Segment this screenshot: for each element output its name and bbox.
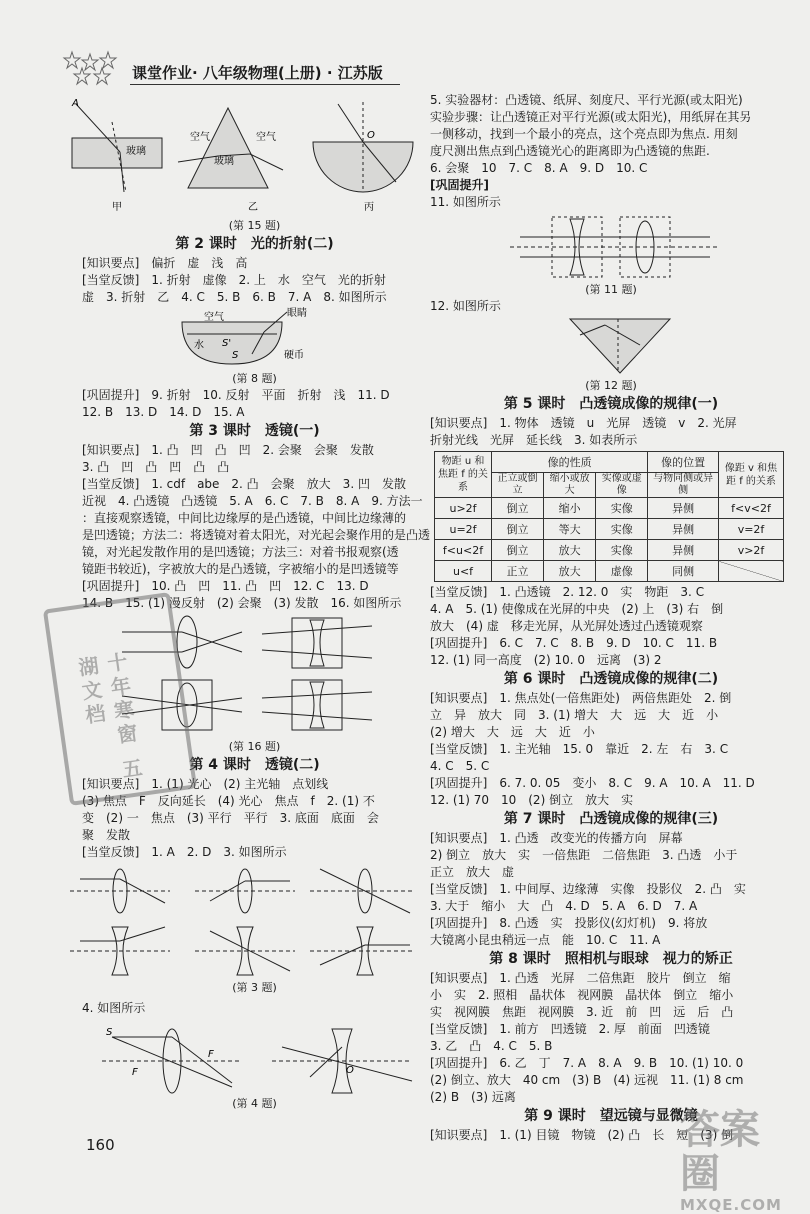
table-cell: u>2f [435,498,492,519]
text-line: [当堂反馈] 1. cdf abe 2. 凸 会聚 放大 3. 凹 发散 [82,477,406,491]
text-line: [当堂反馈] 1. 凸透镜 2. 12. 0 实 物距 3. C [430,585,705,599]
fig15-glass-label-2: 玻璃 [214,156,234,167]
text-line: [巩固提升] 9. 折射 10. 反射 平面 折射 浅 11. D [82,388,390,402]
stamp-mark [43,592,197,806]
lesson-5-title: 第 5 课时 凸透镜成像的规律(一) [503,396,719,412]
lesson-7-title: 第 7 课时 凸透镜成像的规律(三) [503,811,719,827]
fig15-glass-label: 玻璃 [126,146,146,157]
lesson-4-title: 第 4 课时 透镜(二) [189,757,320,773]
table-row [435,498,784,519]
table-cell: u=2f [435,519,492,540]
text-line: [巩固提升] 10. 凸 凹 11. 凸 凹 12. C 13. D [82,579,369,593]
table-header: 与物同侧或异侧 [648,473,719,498]
fig15-label-a: A [72,98,79,109]
text-line: [巩固提升] 6. C 7. C 8. B 9. D 10. C 11. B [430,636,718,650]
fig15-o-label: O [367,130,375,141]
table-header: 实像或虚像 [596,473,648,498]
fig8-air-label: 空气 [204,312,224,323]
text-line: 一侧移动，找到一个最小的亮点，这个亮点即为焦点. 用刻 [430,127,738,141]
fig15-yi-label: 乙 [248,202,258,213]
figure-12 [430,315,792,377]
text-line: 折射光线 光屏 延长线 3. 如表所示 [430,433,638,447]
text-line: [知识要点] 1. 物体 透镜 u 光屏 透镜 v 2. 光屏 [430,416,737,430]
text-line: 4. A 5. (1) 使像成在光屏的中央 (2) 上 (3) 右 倒 [430,602,724,616]
text-line: (2) B (3) 远离 [430,1090,516,1104]
text-line: [当堂反馈] 1. 中间厚、边缘薄 实像 投影仪 2. 凸 实 [430,882,746,896]
fig4-f-label: F [132,1067,138,1078]
stars-decoration-icon [62,48,132,86]
text-line: 是凹透镜；方法二：将透镜对着太阳光，对光起会聚作用的是凸透 [82,528,431,542]
table-cell: f<u<2f [435,540,492,561]
table-cell: 正立 [492,561,544,582]
table-cell: 等大 [544,519,596,540]
text-line: 4. C 5. C [430,759,490,773]
text-line: 大镜离小昆虫稍远一点 能 10. C 11. A [430,933,661,947]
fig15-air-label-1: 空气 [190,132,210,143]
stamp-text: 十年寒窗 五湖文档 [73,650,145,784]
text-line: (2) 增大 大 远 大 近 小 [430,725,595,739]
text-line: 2) 倒立 放大 实 一倍焦距 二倍焦距 3. 凸透 小于 [430,848,738,862]
table-cell: 缩小 [544,498,596,519]
table-header: 缩小或放大 [544,473,596,498]
table-header: 像的性质 [492,452,648,473]
page-header [62,48,402,88]
table-cell: 异侧 [648,540,719,561]
table-header: 物距 u 和焦距 f 的关系 [435,452,492,498]
text-line: [知识要点] 1. 凸 凹 凸 凹 2. 会聚 会聚 发散 [82,443,374,457]
table-cell: u<f [435,561,492,582]
text-line: 实 视网膜 焦距 视网膜 3. 近 前 凹 远 后 凸 [430,1005,734,1019]
text-line: 镜，对光起发散作用的是凹透镜；方法三：对着书报观察(透 [82,545,399,559]
text-line: (3) 焦点 F 反向延长 (4) 光心 焦点 f 2. (1) 不 [82,794,375,808]
fig4-s-label: S [106,1027,113,1038]
text-line: 12. (1) 70 10 (2) 倒立 放大 实 [430,793,634,807]
fig8-caption: (第 8 题) [232,372,277,385]
table-cell: 放大 [544,561,596,582]
text-line: 放大 (4) 虚 移走光屏，从光屏处透过凸透镜观察 [430,619,703,633]
imaging-rules-table [434,451,784,582]
fig15-air-label-2: 空气 [256,132,276,143]
text-line: 立 异 放大 同 3. (1) 增大 大 远 大 近 小 [430,708,719,722]
text-line: 3. 乙 凸 4. C 5. B [430,1039,553,1053]
watermark-url: MXQE.COM [680,1196,782,1214]
fig15-bing-label: 丙 [364,202,374,213]
text-line: 12. B 13. D 14. D 15. A [82,405,245,419]
text-line: 实验步骤：让凸透镜正对平行光源(或太阳光)，用纸屏在其另 [430,110,752,124]
text-line: 14. B 15. (1) 漫反射 (2) 会聚 (3) 发散 16. 如图所示 [82,596,402,610]
table-cell: 同侧 [648,561,719,582]
table-header: 像的位置 [648,452,719,473]
header-title [132,62,383,83]
fig8-eye-label: 眼睛 [287,308,307,319]
text-line: 镜距书较近)，字被放大的是凸透镜，字被缩小的是凹透镜等 [82,562,399,576]
text-line: [巩固提升] 8. 凸透 实 投影仪(幻灯机) 9. 将放 [430,916,708,930]
fig16-caption: (第 16 题) [228,740,281,753]
text-line: 6. 会聚 10 7. C 8. A 9. D 10. C [430,161,648,175]
table-cell-diagonal [719,561,784,582]
text-line: 3. 凸 凹 凸 凹 凸 凸 [82,460,230,474]
watermark-text: 答案圈 [680,1106,760,1197]
table-cell: 实像 [596,519,648,540]
text-line: 虚 3. 折射 乙 4. C 5. B 6. B 7. A 8. 如图所示 [82,290,387,304]
text-line: 近视 4. 凸透镜 凸透镜 5. A 6. C 7. B 8. A 9. 方法一 [82,494,423,508]
table-cell: 实像 [596,540,648,561]
text-line: [巩固提升] 6. 7. 0. 05 变小 8. C 9. A 10. A 11. D [430,776,755,790]
text-line: 聚 发散 [82,828,131,842]
watermark-logo [680,1106,795,1214]
text-line: 12. 如图所示 [430,299,501,313]
right-column [430,92,792,1144]
fig4-caption: (第 4 题) [232,1097,277,1110]
text-line: 变 (2) 一 焦点 (3) 平行 平行 3. 底面 底面 会 [82,811,379,825]
fig8-s-label: S [232,350,239,361]
fig15-caption: (第 15 题) [228,219,281,232]
text-line: [巩固提升] 6. 乙 丁 7. A 8. A 9. B 10. (1) 10. 0 [430,1056,744,1070]
table-cell: 倒立 [492,519,544,540]
text-line: [当堂反馈] 1. A 2. D 3. 如图所示 [82,845,287,859]
text-line: [知识要点] 1. 凸透 改变光的传播方向 屏幕 [430,831,683,845]
text-line: 12. (1) 同一高度 (2) 10. 0 远离 (3) 2 [430,653,662,667]
text-line: ：直接观察透镜，中间比边缘厚的是凸透镜，中间比边缘薄的 [82,511,407,525]
text-line: 5. 实验器材：凸透镜、纸屏、刻度尺、平行光源(或太阳光) [430,93,743,107]
table-cell: v>2f [719,540,784,561]
table-row [435,561,784,582]
text-line: [知识要点] 1. 凸透 光屏 二倍焦距 胶片 倒立 缩 [430,971,731,985]
table-cell: f<v<2f [719,498,784,519]
text-line: [当堂反馈] 1. 前方 凹透镜 2. 厚 前面 凹透镜 [430,1022,710,1036]
lesson-8-title: 第 8 课时 照相机与眼球 视力的矫正 [489,951,733,967]
header-rule [130,84,400,85]
figure-11 [430,211,792,281]
table-cell: 放大 [544,540,596,561]
text-line: [知识要点] 1. 焦点处(一倍焦距处) 两倍焦距处 2. 倒 [430,691,732,705]
fig8-s-prime-label: S' [222,338,232,349]
text-line: [当堂反馈] 1. 主光轴 15. 0 靠近 2. 左 右 3. C [430,742,729,756]
text-line: [巩固提升] [430,178,489,192]
table-cell: 异侧 [648,498,719,519]
fig11-caption: (第 11 题) [585,283,637,296]
fig8-coin-label: 硬币 [284,350,304,361]
lesson-6-title: 第 6 课时 凸透镜成像的规律(二) [503,671,719,687]
table-row [435,519,784,540]
text-line: 度尺测出焦点到凸透镜光心的距离即为凸透镜的焦距. [430,144,710,158]
lesson-9-title: 第 9 课时 望远镜与显微镜 [524,1108,698,1124]
table-header: 像距 v 和焦距 f 的关系 [719,452,784,498]
fig8-water-label: 水 [194,340,204,351]
text-line: [知识要点] 偏折 虚 浅 高 [82,256,248,270]
table-cell: 倒立 [492,540,544,561]
text-line: 11. 如图所示 [430,195,501,209]
text-line: [知识要点] 1. (1) 目镜 物镜 (2) 凸 长 短 (3) 倒 [430,1128,734,1142]
fig15-jia-label: 甲 [112,202,122,213]
fig3-caption: (第 3 题) [232,981,277,994]
text-line: 小 实 2. 照相 晶状体 视网膜 晶状体 倒立 缩小 [430,988,734,1002]
lesson-3-title: 第 3 课时 透镜(一) [189,423,320,439]
text-line: 正立 放大 虚 [430,865,515,879]
text-line: 3. 大于 缩小 大 凸 4. D 5. A 6. D 7. A [430,899,698,913]
book-subtitle: · 八年级物理(上册) · 江苏版 [192,64,383,82]
text-line: [知识要点] 1. (1) 光心 (2) 主光轴 点划线 [82,777,329,791]
text-line: (2) 倒立、放大 40 cm (3) B (4) 远视 11. (1) 8 cm [430,1073,744,1087]
text-line: [当堂反馈] 1. 折射 虚像 2. 上 水 空气 光的折射 [82,273,386,287]
table-cell: 倒立 [492,498,544,519]
page-number: 160 [86,1136,115,1154]
fig4-f2-label: F [208,1049,214,1060]
table-cell: v=2f [719,519,784,540]
fig4-o-label: O [346,1065,354,1076]
fig12-caption: (第 12 题) [585,379,637,392]
brand-label: 课堂作业 [132,64,193,82]
table-header: 正立或倒立 [492,473,544,498]
figure-15 [68,92,413,217]
lesson-2-title: 第 2 课时 光的折射(二) [175,236,334,252]
figure-8 [82,306,427,370]
table-row [435,540,784,561]
table-cell: 虚像 [596,561,648,582]
figure-4 [82,1017,427,1095]
text-line: 4. 如图所示 [82,1001,146,1015]
table-cell: 实像 [596,498,648,519]
table-cell: 异侧 [648,519,719,540]
figure-3 [70,861,415,979]
